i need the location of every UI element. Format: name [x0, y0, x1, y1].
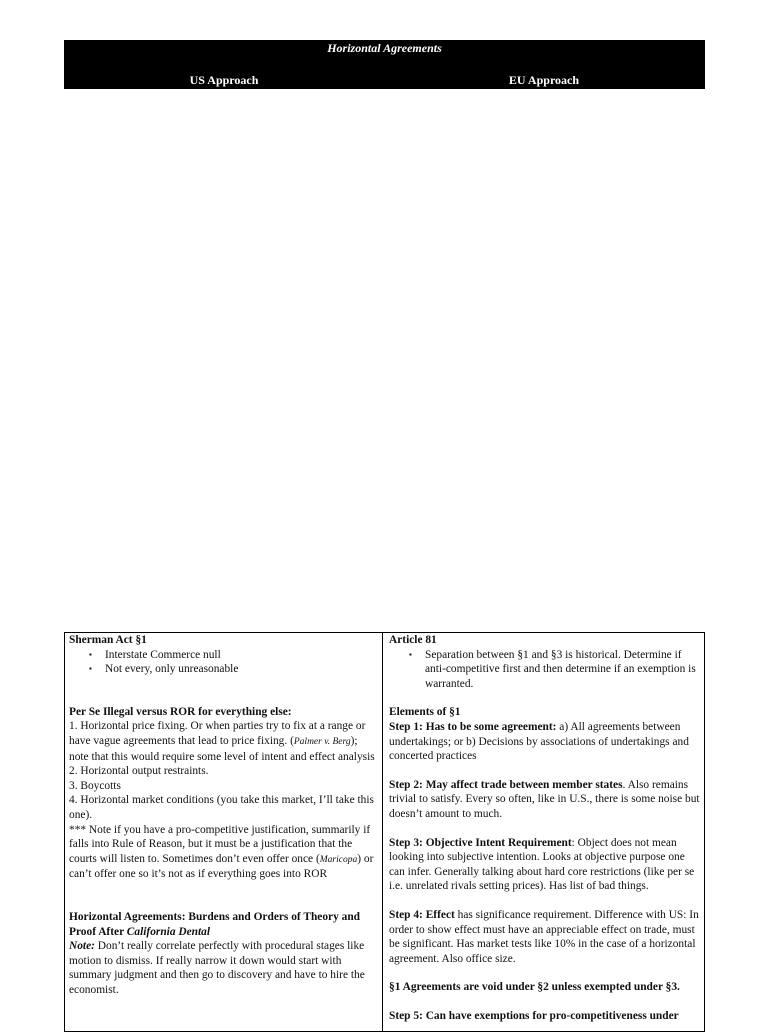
eu-column	[383, 633, 703, 1031]
sherman-bullets	[69, 648, 379, 677]
document-title: Horizontal Agreements	[327, 41, 442, 55]
step-4: Step 4: Effect has significance requirement. Difference with US: In order to show effect must have an appreciable effect on trade, must be significant. Has market tests like 10% in the case of a horizontal agreement. Also office size.	[389, 908, 699, 965]
procedural-note: Note: Don’t really correlate perfectly with procedural stages like motion to dismiss. If really narrow it down would start with summary judgment and then go to discovery and have to hire the economist.	[69, 940, 365, 996]
article-bullets	[389, 648, 700, 692]
list-item: ▪ Interstate Commerce null	[105, 648, 379, 663]
case-name: Palmer v. Berg	[293, 736, 351, 747]
us-column	[65, 633, 383, 1031]
us-approach-heading: US Approach	[189, 73, 259, 87]
item-2: 2. Horizontal output restraints.	[69, 765, 209, 778]
step-2: Step 2: May affect trade between member states. Also remains trivial to satisfy. Every so often, like in U.S., there is some noise but doesn’t amount to much.	[389, 778, 700, 820]
header-bar	[64, 40, 705, 89]
ror-note: *** Note if you have a pro-competitive justification, summarily if falls into Rule of Reason, but it must be a justification that the courts will listen to. Sometimes don’t even offer once (Maricopa) or can’t offer one so it’s not as if everything goes into ROR	[69, 823, 374, 881]
list-item: ▪ Separation between §1 and §3 is historical. Determine if anti-competitive first and then determine if an exemption is warranted.	[425, 648, 700, 692]
step-5: Step 5: Can have exemptions for pro-competitiveness under	[389, 1009, 679, 1022]
item-3: 3. Boycotts	[69, 779, 121, 792]
article-81-title: Article 81	[389, 634, 437, 646]
elements-title: Elements of §1	[389, 706, 461, 719]
list-item: ▪ Not every, only unreasonable	[105, 662, 379, 677]
step-3: Step 3: Objective Intent Requirement: Object does not mean looking into subjective intention. Looks at objective purpose one can infer. Generally talking about hard core restrictions (like per se i.e. unrelated rivals setting prices). Has list of bad things.	[389, 836, 695, 893]
item-4: 4. Horizontal market conditions (you take this market, I’ll take this one).	[69, 794, 374, 821]
eu-approach-heading: EU Approach	[508, 73, 580, 87]
case-name: Maricopa	[319, 854, 358, 865]
sherman-act-title: Sherman Act §1	[69, 634, 147, 646]
comparison-table	[64, 632, 705, 1032]
burdens-title: Horizontal Agreements: Burdens and Orders of Theory and Proof After California Dental	[69, 910, 360, 938]
item-1: 1. Horizontal price fixing. Or when parties try to fix at a range or have vague agreements that lead to price fixing. (Palmer v. Berg); note that this would require some level of intent and effect analysis	[69, 720, 375, 763]
case-name: California Dental	[126, 925, 211, 938]
per-se-title: Per Se Illegal versus ROR for everything else:	[69, 705, 292, 718]
step-1: Step 1: Has to be some agreement: a) All agreements between undertakings; or b) Decisions by associations of undertakings and concerted practices	[389, 720, 689, 763]
void-statement: §1 Agreements are void under §2 unless exempted under §3.	[389, 981, 680, 994]
